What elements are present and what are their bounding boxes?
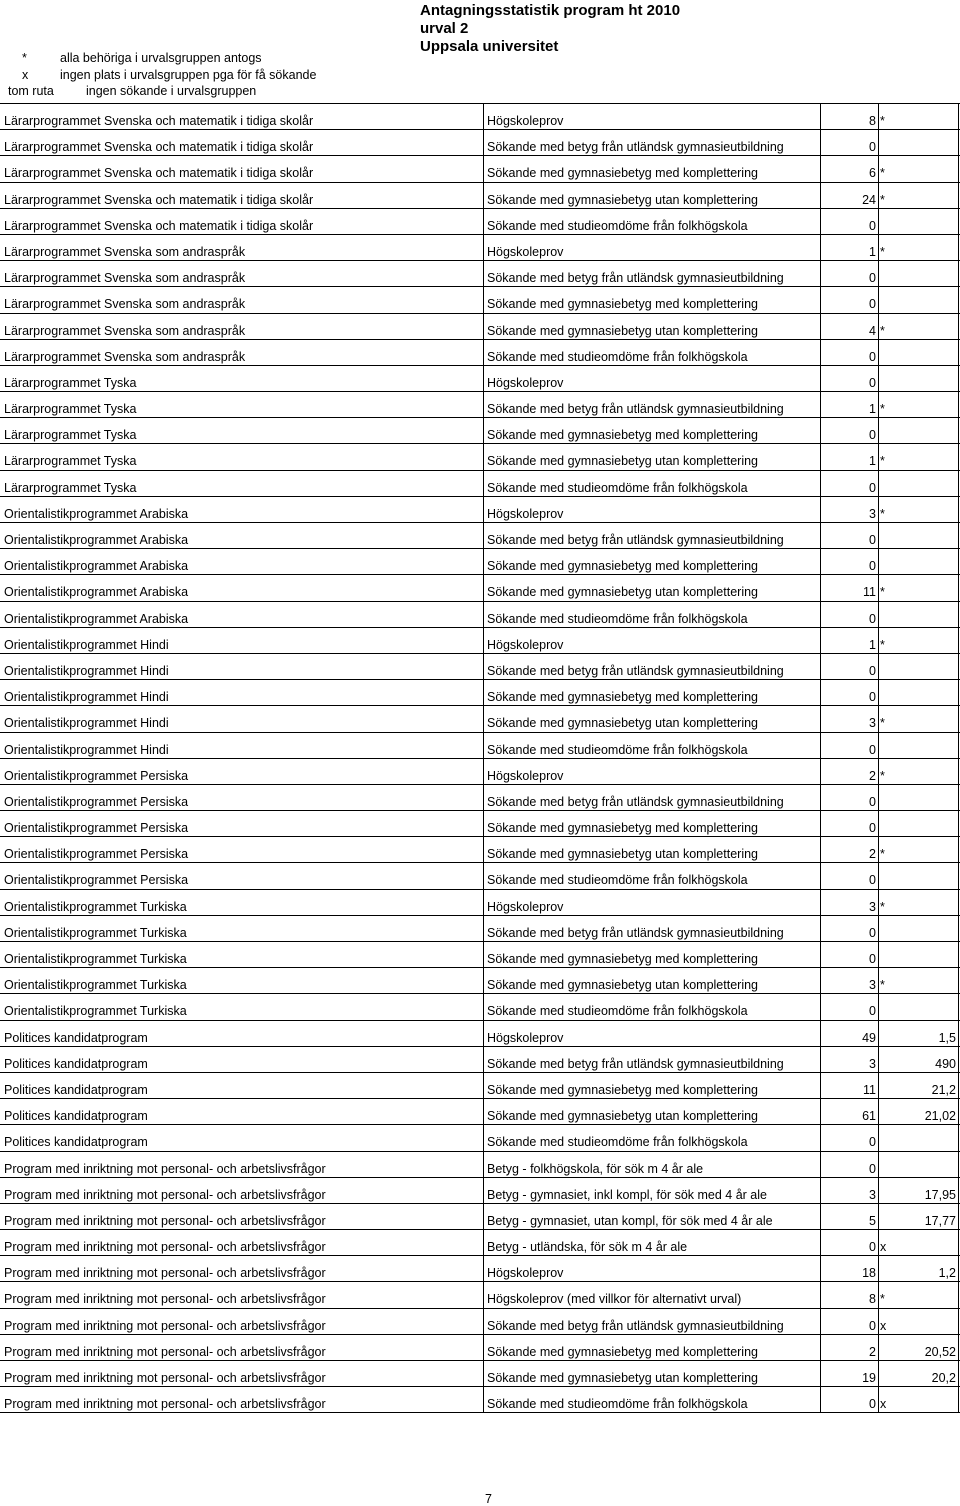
table-row [0,549,960,575]
category-cell: Sökande med betyg från utländsk gymnasieutbildning [487,1056,784,1071]
flag-cell: * [880,192,885,207]
table-row [0,602,960,628]
category-cell: Sökande med betyg från utländsk gymnasieutbildning [487,794,784,809]
count-cell: 0 [869,218,876,233]
flag-cell: * [880,637,885,652]
program-cell: Lärarprogrammet Svenska som andraspråk [4,297,246,312]
program-cell: Orientalistikprogrammet Turkiska [4,978,187,993]
category-cell: Sökande med studieomdöme från folkhögskola [487,218,748,233]
table-row [0,392,960,418]
program-cell: Orientalistikprogrammet Arabiska [4,611,189,626]
category-cell: Betyg - utländska, för sök m 4 år ale [487,1240,688,1255]
table-row [0,733,960,759]
flag-cell: * [880,585,885,600]
program-cell: Program med inriktning mot personal- och arbetslivsfrågor [4,1213,326,1228]
category-cell: Sökande med gymnasiebetyg utan komplettering [487,454,758,469]
program-cell: Politices kandidatprogram [4,1056,148,1071]
count-cell: 0 [869,1004,876,1019]
category-cell: Sökande med gymnasiebetyg utan komplettering [487,847,758,862]
category-cell: Sökande med gymnasiebetyg utan komplettering [487,323,758,338]
count-cell: 8 [869,114,876,128]
category-cell: Sökande med gymnasiebetyg med komplettering [487,821,758,836]
count-cell: 1 [869,454,876,469]
table-row [0,1178,960,1204]
program-cell: Lärarprogrammet Tyska [4,480,137,495]
count-cell: 3 [869,899,876,914]
legend-symbol: tom ruta [8,84,54,99]
count-cell: 2 [869,847,876,862]
table-row [0,104,960,130]
count-cell: 0 [869,663,876,678]
flag-cell: * [880,847,885,862]
title-line-2: Uppsala universitet [420,38,559,55]
program-cell: Orientalistikprogrammet Hindi [4,716,169,731]
category-cell: Sökande med betyg från utländsk gymnasieutbildning [487,1318,784,1333]
count-cell: 3 [869,1056,876,1071]
program-cell: Lärarprogrammet Svenska som andraspråk [4,271,246,286]
program-cell: Lärarprogrammet Tyska [4,375,137,390]
table-row [0,837,960,863]
count-cell: 0 [869,611,876,626]
count-cell: 0 [869,925,876,940]
table-row [0,314,960,340]
category-cell: Sökande med gymnasiebetyg med komplettering [487,952,758,966]
category-cell: Sökande med betyg från utländsk gymnasieutbildning [487,402,784,417]
table-row [0,444,960,470]
count-cell: 2 [869,1344,876,1359]
table-row [0,1021,960,1047]
flag-cell: * [880,716,885,731]
program-cell: Program med inriktning mot personal- och arbetslivsfrågor [4,1187,326,1202]
table-row [0,863,960,889]
legend-description: alla behöriga i urvalsgruppen antogs [60,51,262,65]
flag-cell: * [880,899,885,914]
flag-cell: * [880,244,885,259]
program-cell: Orientalistikprogrammet Persiska [4,847,189,862]
program-cell: Lärarprogrammet Svenska och matematik i tidiga skolår [4,166,314,181]
program-cell: Lärarprogrammet Svenska och matematik i tidiga skolår [4,140,314,155]
count-cell: 3 [869,506,876,521]
admission-table [0,103,960,1413]
program-cell: Politices kandidatprogram [4,1082,148,1097]
program-cell: Orientalistikprogrammet Arabiska [4,559,189,574]
program-cell: Orientalistikprogrammet Hindi [4,663,169,678]
count-cell: 0 [869,349,876,364]
program-cell: Lärarprogrammet Svenska och matematik i tidiga skolår [4,114,314,128]
value-cell: 20,52 [924,1344,956,1359]
count-cell: 0 [869,1397,876,1412]
category-cell: Betyg - gymnasiet, inkl kompl, för sök med 4 år ale [487,1187,767,1202]
value-cell: 1,5 [938,1030,956,1045]
table-row [0,654,960,680]
table-row [0,287,960,313]
category-cell: Sökande med gymnasiebetyg utan komplettering [487,192,758,207]
category-cell: Högskoleprov (med villkor för alternativt urval) [487,1292,742,1307]
table-row [0,1361,960,1387]
flag-cell: * [880,166,885,181]
program-cell: Orientalistikprogrammet Turkiska [4,1004,187,1019]
table-row [0,1387,960,1413]
program-cell: Lärarprogrammet Tyska [4,402,137,417]
category-cell: Högskoleprov [487,244,564,259]
count-cell: 4 [869,323,876,338]
value-cell: 490 [935,1056,956,1071]
table-row [0,1230,960,1256]
table-row [0,811,960,837]
value-cell: 20,2 [931,1371,956,1385]
category-cell: Sökande med gymnasiebetyg med komplettering [487,559,758,574]
table-row [0,523,960,549]
title-line-1: Antagningsstatistik program ht 2010 urval 2 [420,2,681,37]
table-row [0,1152,960,1178]
program-cell: Politices kandidatprogram [4,1135,148,1150]
category-cell: Sökande med betyg från utländsk gymnasieutbildning [487,663,784,678]
program-cell: Orientalistikprogrammet Arabiska [4,506,189,521]
count-cell: 24 [862,192,876,207]
category-cell: Sökande med studieomdöme från folkhögskola [487,742,748,757]
program-cell: Orientalistikprogrammet Arabiska [4,533,189,547]
legend-symbol: x [22,67,29,82]
flag-cell: x [880,1318,887,1333]
category-cell: Sökande med betyg från utländsk gymnasieutbildning [487,925,784,940]
program-cell: Program med inriktning mot personal- och arbetslivsfrågor [4,1344,326,1359]
category-cell: Betyg - folkhögskola, för sök m 4 år ale [487,1161,704,1176]
table-row [0,497,960,523]
category-cell: Sökande med studieomdöme från folkhögskola [487,480,748,495]
table-row [0,759,960,785]
page-number: 7 [485,1492,492,1506]
flag-cell: * [880,506,885,521]
table-row [0,340,960,366]
legend-symbol: * [22,51,27,65]
category-cell: Högskoleprov [487,114,564,128]
category-cell: Sökande med gymnasiebetyg med komplettering [487,690,758,705]
program-cell: Lärarprogrammet Svenska som andraspråk [4,349,246,364]
program-cell: Orientalistikprogrammet Persiska [4,873,189,888]
value-cell: 21,2 [931,1082,956,1097]
category-cell: Sökande med gymnasiebetyg utan komplettering [487,978,758,993]
count-cell: 0 [869,428,876,443]
category-cell: Sökande med gymnasiebetyg utan komplettering [487,585,758,600]
category-cell: Sökande med studieomdöme från folkhögskola [487,873,748,888]
program-cell: Politices kandidatprogram [4,1109,148,1124]
count-cell: 2 [869,768,876,783]
count-cell: 18 [862,1266,876,1281]
flag-cell: * [880,402,885,417]
table-row [0,1125,960,1151]
program-cell: Program med inriktning mot personal- och arbetslivsfrågor [4,1266,326,1281]
count-cell: 61 [862,1109,876,1124]
table-row [0,680,960,706]
count-cell: 3 [869,1187,876,1202]
program-cell: Lärarprogrammet Svenska och matematik i tidiga skolår [4,192,314,207]
count-cell: 6 [869,166,876,181]
table-row [0,968,960,994]
count-cell: 0 [869,533,876,547]
flag-cell: * [880,114,885,128]
value-cell: 17,95 [924,1187,956,1202]
category-cell: Sökande med betyg från utländsk gymnasieutbildning [487,271,784,286]
program-cell: Orientalistikprogrammet Hindi [4,690,169,705]
table-row [0,706,960,732]
count-cell: 0 [869,1161,876,1176]
program-cell: Orientalistikprogrammet Persiska [4,794,189,809]
count-cell: 0 [869,1240,876,1255]
program-cell: Orientalistikprogrammet Hindi [4,637,169,652]
table-row [0,1047,960,1073]
category-cell: Sökande med studieomdöme från folkhögskola [487,1004,748,1019]
category-cell: Högskoleprov [487,1030,564,1045]
table-row [0,1335,960,1361]
count-cell: 1 [869,637,876,652]
count-cell: 0 [869,1135,876,1150]
category-cell: Betyg - gymnasiet, utan kompl, för sök med 4 år ale [487,1213,773,1228]
count-cell: 1 [869,244,876,259]
flag-cell: * [880,454,885,469]
count-cell: 0 [869,375,876,390]
program-cell: Program med inriktning mot personal- och arbetslivsfrågor [4,1371,326,1385]
table-row [0,156,960,182]
program-cell: Lärarprogrammet Svenska som andraspråk [4,323,246,338]
table-row [0,1073,960,1099]
program-cell: Program med inriktning mot personal- och arbetslivsfrågor [4,1240,326,1255]
category-cell: Sökande med studieomdöme från folkhögskola [487,611,748,626]
flag-cell: * [880,978,885,993]
table-row [0,366,960,392]
count-cell: 11 [863,1082,876,1097]
flag-cell: x [880,1397,887,1412]
program-cell: Program med inriktning mot personal- och arbetslivsfrågor [4,1397,326,1412]
category-cell: Sökande med gymnasiebetyg med komplettering [487,428,758,443]
count-cell: 3 [869,978,876,993]
table-row [0,628,960,654]
category-cell: Högskoleprov [487,1266,564,1281]
count-cell: 0 [869,297,876,312]
table-row [0,916,960,942]
table-row [0,890,960,916]
category-cell: Sökande med gymnasiebetyg utan komplettering [487,1371,758,1385]
flag-cell: * [880,1292,885,1307]
count-cell: 0 [869,1318,876,1333]
table-row [0,471,960,497]
category-cell: Sökande med gymnasiebetyg med komplettering [487,1082,758,1097]
legend-description: ingen plats i urvalsgruppen pga för få sökande [60,67,317,82]
category-cell: Sökande med gymnasiebetyg med komplettering [487,1344,758,1359]
table-row [0,785,960,811]
table-row [0,418,960,444]
category-cell: Högskoleprov [487,637,564,652]
category-cell: Sökande med gymnasiebetyg med komplettering [487,297,758,312]
table-row [0,1256,960,1282]
table-row [0,942,960,968]
table-row [0,235,960,261]
program-cell: Orientalistikprogrammet Persiska [4,821,189,836]
count-cell: 1 [869,402,876,417]
count-cell: 0 [869,559,876,574]
flag-cell: x [880,1240,887,1255]
category-cell: Högskoleprov [487,899,564,914]
program-cell: Program med inriktning mot personal- och arbetslivsfrågor [4,1318,326,1333]
category-cell: Högskoleprov [487,375,564,390]
program-cell: Orientalistikprogrammet Turkiska [4,952,187,966]
program-cell: Program med inriktning mot personal- och arbetslivsfrågor [4,1161,326,1176]
category-cell: Sökande med betyg från utländsk gymnasieutbildning [487,533,784,547]
count-cell: 0 [869,140,876,155]
program-cell: Lärarprogrammet Tyska [4,454,137,469]
count-cell: 11 [863,585,876,600]
value-cell: 21,02 [924,1109,956,1124]
table-row [0,575,960,601]
category-cell: Sökande med gymnasiebetyg med komplettering [487,166,758,181]
table-row [0,209,960,235]
program-cell: Orientalistikprogrammet Persiska [4,768,189,783]
program-cell: Program med inriktning mot personal- och arbetslivsfrågor [4,1292,326,1307]
table-row [0,1099,960,1125]
count-cell: 0 [869,742,876,757]
program-cell: Lärarprogrammet Svenska som andraspråk [4,244,246,259]
category-cell: Sökande med studieomdöme från folkhögskola [487,1135,748,1150]
value-cell: 1,2 [938,1266,956,1281]
table-row [0,183,960,209]
table-row [0,261,960,287]
count-cell: 8 [869,1292,876,1307]
count-cell: 0 [869,873,876,888]
category-cell: Sökande med gymnasiebetyg utan komplettering [487,716,758,731]
legend-description: ingen sökande i urvalsgruppen [86,84,257,99]
table-row [0,1282,960,1308]
program-cell: Orientalistikprogrammet Hindi [4,742,169,757]
program-cell: Orientalistikprogrammet Arabiska [4,585,189,600]
flag-cell: * [880,768,885,783]
count-cell: 0 [869,480,876,495]
table-row [0,1309,960,1335]
program-cell: Orientalistikprogrammet Turkiska [4,899,187,914]
category-cell: Sökande med betyg från utländsk gymnasieutbildning [487,140,784,155]
count-cell: 0 [869,271,876,286]
table-row [0,130,960,156]
program-cell: Lärarprogrammet Tyska [4,428,137,443]
count-cell: 3 [869,716,876,731]
flag-cell: * [880,323,885,338]
count-cell: 19 [862,1371,876,1385]
count-cell: 0 [869,690,876,705]
value-cell: 17,77 [924,1213,956,1228]
count-cell: 0 [869,952,876,966]
category-cell: Sökande med studieomdöme från folkhögskola [487,1397,748,1412]
count-cell: 5 [869,1213,876,1228]
category-cell: Högskoleprov [487,768,564,783]
category-cell: Högskoleprov [487,506,564,521]
table-row [0,1204,960,1230]
program-cell: Orientalistikprogrammet Turkiska [4,925,187,940]
table-row [0,994,960,1020]
program-cell: Lärarprogrammet Svenska och matematik i tidiga skolår [4,218,314,233]
count-cell: 49 [862,1030,876,1045]
page-title [420,2,720,56]
program-cell: Politices kandidatprogram [4,1030,148,1045]
count-cell: 0 [869,821,876,836]
category-cell: Sökande med studieomdöme från folkhögskola [487,349,748,364]
category-cell: Sökande med gymnasiebetyg utan komplettering [487,1109,758,1124]
count-cell: 0 [869,794,876,809]
